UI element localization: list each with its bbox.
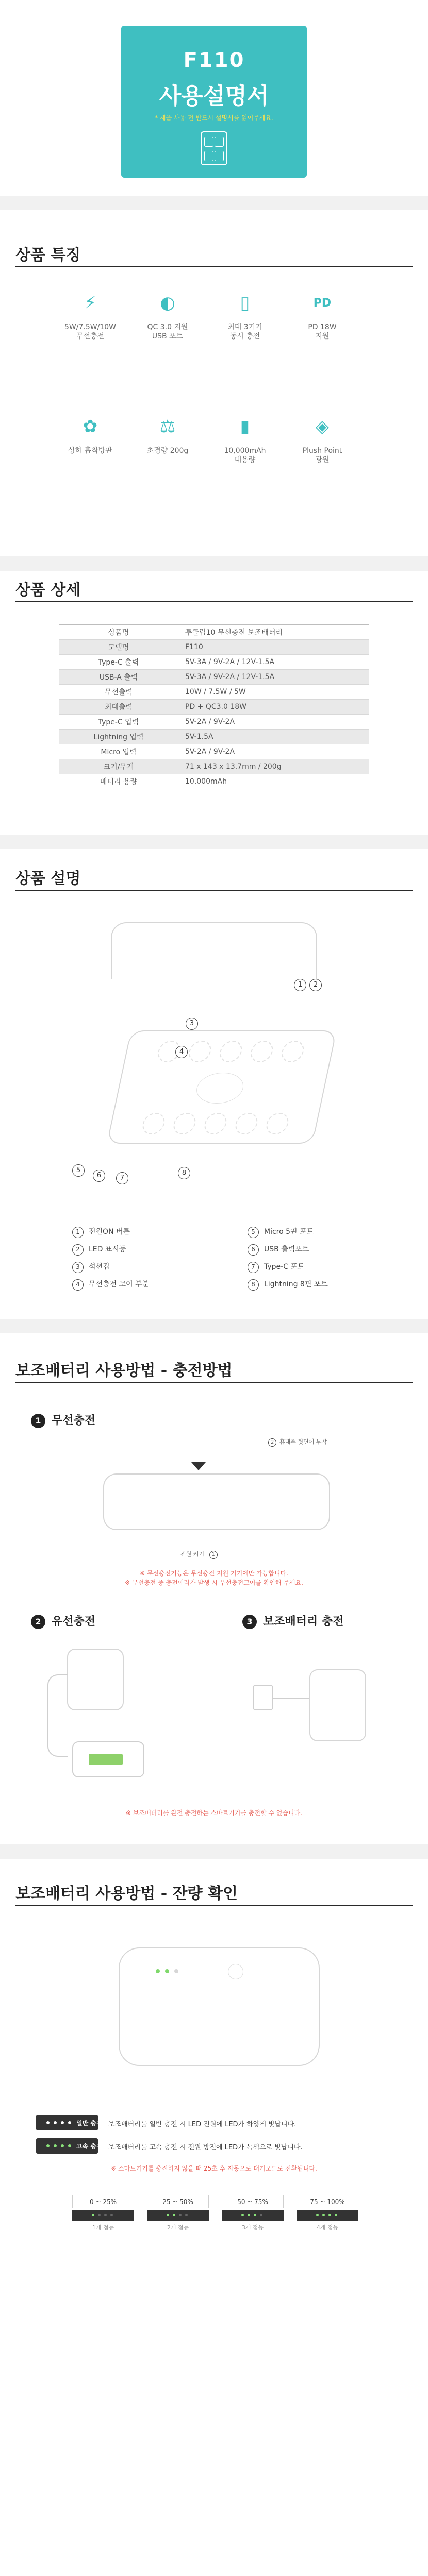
spec-row	[59, 685, 369, 700]
spec-row	[59, 730, 369, 744]
legend-text: Type-C 포트	[264, 1263, 305, 1271]
feature-label: 5W/7.5W/10W	[64, 323, 116, 331]
arrow-down-icon	[191, 1462, 206, 1470]
feature-sublabel: 지원	[315, 332, 330, 341]
light-icon: ◈	[315, 416, 330, 437]
led-dot	[241, 2214, 244, 2216]
product-title: 상품 설명	[15, 870, 81, 888]
spec-key: Lightning 입력	[59, 730, 178, 744]
spec-value: 5V-1.5A	[178, 730, 369, 744]
level-box	[222, 2195, 284, 2232]
callout-3: 3	[186, 1018, 198, 1030]
legend-item	[72, 1279, 149, 1291]
step2-phone	[72, 1741, 144, 1777]
section-divider	[0, 196, 428, 210]
legend-item	[248, 1261, 304, 1273]
legend-number: 2	[72, 1244, 84, 1256]
spec-key: 모델명	[59, 640, 178, 655]
pd-18w-icon: PD	[313, 296, 332, 310]
feature-item	[137, 289, 199, 341]
legend-text: 무선충전 코어 부분	[89, 1280, 150, 1289]
hero-section	[0, 0, 428, 196]
level-title: 보조배터리 사용방법 - 잔량 확인	[15, 1885, 238, 1903]
normal-label: 일반 충전 시	[76, 2120, 111, 2127]
battery-icon: ▮	[240, 416, 250, 437]
step3-powerbank	[309, 1669, 366, 1741]
feature-label: 초경량 200g	[146, 447, 189, 455]
step1-note-2: ※ 무선충전 중 충전에러가 발생 시 무선충전코어를 확인해 주세요.	[125, 1579, 303, 1586]
feature-sublabel: USB 포트	[152, 332, 184, 341]
spec-value: F110	[178, 640, 369, 655]
section-divider	[0, 1319, 428, 1333]
spec-key: 배터리 용량	[59, 774, 178, 789]
spec-value: 71 x 143 x 13.7mm / 200g	[178, 759, 369, 774]
feature-label: 상하 흡착방판	[68, 447, 112, 455]
legend-text: Micro 5핀 포트	[264, 1228, 314, 1236]
legend-number: 1	[72, 1227, 84, 1238]
spec-row	[59, 655, 369, 670]
step1-label: 무선충전	[52, 1414, 96, 1427]
step3-number: 3	[242, 1615, 257, 1629]
fast-label: 고속 충전 시	[76, 2143, 111, 2150]
legend-text: LED 표시등	[89, 1245, 126, 1253]
suction-icon: ✿	[83, 416, 98, 437]
callout-7: 7	[116, 1172, 128, 1184]
spec-key: Type-C 입력	[59, 715, 178, 730]
feature-label: Plush Point	[302, 447, 342, 455]
feature-sublabel: 대용량	[234, 456, 256, 464]
spec-key: 무선출력	[59, 685, 178, 700]
legend-item	[248, 1244, 309, 1256]
features-rule	[15, 266, 413, 267]
multi-device-icon: ▯	[240, 293, 250, 313]
usage-title: 보조배터리 사용방법 - 충전방법	[15, 1362, 233, 1380]
spec-value: 10,000mAh	[178, 774, 369, 789]
fast-text: 보조배터리를 고속 충전 시 전원 방전에 LED가 녹색으로 빛납니다.	[108, 2144, 303, 2151]
level-led-bar	[222, 2210, 284, 2221]
spec-key: 상품명	[59, 625, 178, 640]
step1-note-1: ※ 무선충전기능은 무선충전 지원 기기에만 가능합니다.	[140, 1570, 288, 1577]
spec-key: 최대출력	[59, 700, 178, 715]
led-dot	[322, 2214, 325, 2216]
led-dot	[173, 2214, 175, 2216]
normal-charge-row	[36, 2115, 392, 2130]
led-dot	[248, 2214, 250, 2216]
legend-item	[248, 1226, 314, 1238]
section-divider	[0, 835, 428, 849]
step1-powerbank	[103, 1473, 330, 1530]
step1-power-label: 전원 켜기 1	[180, 1550, 218, 1559]
callout-1: 1	[294, 979, 306, 991]
led-dot	[254, 2214, 256, 2216]
spec-key: Type-C 출력	[59, 655, 178, 670]
callout-6: 6	[93, 1170, 105, 1182]
feature-item	[59, 412, 121, 455]
spec-table	[59, 624, 369, 789]
led-dot	[260, 2214, 262, 2216]
legend-item	[248, 1279, 328, 1291]
spec-row	[59, 715, 369, 730]
legend-item	[72, 1226, 130, 1238]
usage-bottom-note: ※ 보조배터리를 완전 충전하는 스마트기기를 충전할 수 없습니다.	[126, 1809, 302, 1817]
feature-sublabel: 동시 충전	[229, 332, 260, 341]
spec-value: 10W / 7.5W / 5W	[178, 685, 369, 700]
legend-number: 4	[72, 1279, 84, 1291]
legend-item	[72, 1244, 126, 1256]
spec-value: 5V-3A / 9V-2A / 12V-1.5A	[178, 670, 369, 685]
feature-label: PD 18W	[308, 323, 337, 331]
feature-label: QC 3.0 지원	[147, 323, 188, 331]
legend-item	[72, 1261, 110, 1273]
step3-heading	[242, 1613, 343, 1629]
led-dot	[104, 2214, 107, 2216]
level-box	[72, 2195, 134, 2232]
level-caption: 4개 점등	[316, 2224, 339, 2231]
spec-value: 투클립10 무선충전 보조배터리	[178, 625, 369, 640]
level-led-bar	[147, 2210, 209, 2221]
feature-sublabel: 광원	[315, 456, 330, 464]
led-dot	[179, 2214, 182, 2216]
legend-text: 석션컵	[89, 1263, 110, 1271]
spec-value: 5V-2A / 9V-2A	[178, 715, 369, 730]
legend-text: USB 출력포트	[264, 1245, 309, 1253]
led-dot	[92, 2214, 94, 2216]
step2-powerbank	[67, 1649, 124, 1710]
level-note: ※ 스마트기기를 충전하지 않을 때 25초 후 자동으로 대기모드로 전환됩니다.	[111, 2165, 317, 2172]
level-caption: 2개 점등	[167, 2224, 189, 2231]
level-rule	[15, 1905, 413, 1906]
spec-key: USB-A 출력	[59, 670, 178, 685]
legend-text: 전원ON 버튼	[89, 1228, 130, 1236]
level-led-bar	[297, 2210, 358, 2221]
product-rule	[15, 890, 413, 891]
hero-card	[121, 26, 307, 178]
step2-label: 유선충전	[52, 1615, 96, 1628]
weight-icon: ⚖	[159, 416, 176, 437]
specs-title: 상품 상세	[15, 581, 81, 599]
manual-title: 사용설명서	[159, 83, 269, 109]
powerbank-top-view	[111, 922, 317, 979]
legend-number: 7	[248, 1262, 259, 1273]
feature-item	[137, 412, 199, 455]
level-box	[147, 2195, 209, 2232]
model-name: F110	[183, 48, 245, 72]
feature-item	[214, 289, 276, 341]
step3-adapter	[253, 1685, 273, 1710]
level-range: 50 ~ 75%	[222, 2195, 284, 2208]
spec-row	[59, 700, 369, 715]
legend-text: Lightning 8핀 포트	[264, 1280, 328, 1289]
normal-text: 보조배터리를 일반 충전 시 LED 전원에 LED가 하얗게 빛납니다.	[108, 2121, 297, 2128]
features-title: 상품 특징	[15, 246, 81, 264]
level-range: 0 ~ 25%	[72, 2195, 134, 2208]
callout-2: 2	[309, 979, 322, 991]
powerbank-icon	[201, 131, 227, 165]
level-led-bar	[72, 2210, 134, 2221]
spec-key: 크기/무게	[59, 759, 178, 774]
feature-sublabel: 무선충전	[76, 332, 105, 341]
callout-8: 8	[178, 1167, 190, 1179]
specs-rule	[15, 601, 413, 602]
callout-5: 5	[72, 1164, 85, 1177]
level-box	[297, 2195, 358, 2232]
led-dot	[185, 2214, 188, 2216]
feature-label: 최대 3기기	[227, 323, 262, 331]
spec-row	[59, 759, 369, 774]
level-range: 25 ~ 50%	[147, 2195, 209, 2208]
callout-4: 4	[175, 1046, 188, 1058]
level-caption: 1개 점등	[92, 2224, 114, 2231]
wireless-charge-icon: ⚡	[84, 293, 96, 313]
led-dot	[167, 2214, 169, 2216]
section-divider	[0, 1844, 428, 1859]
level-range: 75 ~ 100%	[297, 2195, 358, 2208]
spec-row	[59, 774, 369, 789]
spec-key: Micro 입력	[59, 744, 178, 759]
feature-item	[291, 412, 353, 465]
fast-charge-row	[36, 2138, 392, 2154]
step1-callout: 2 휴대폰 뒷면에 부착	[268, 1437, 327, 1447]
spec-row	[59, 670, 369, 685]
legend-number: 8	[248, 1279, 259, 1291]
led-dot	[335, 2214, 337, 2216]
feature-item	[291, 289, 353, 341]
led-dot	[98, 2214, 101, 2216]
hero-subtitle: * 제품 사용 전 반드시 설명서를 읽어주세요.	[155, 114, 273, 122]
step3-label: 보조배터리 충전	[263, 1615, 344, 1628]
spec-row	[59, 640, 369, 655]
level-caption: 3개 점등	[241, 2224, 264, 2231]
feature-label: 10,000mAh	[224, 447, 266, 455]
usage-rule	[15, 1382, 413, 1383]
led-dot	[316, 2214, 319, 2216]
feature-item	[214, 412, 276, 465]
step2-cable	[47, 1674, 68, 1757]
section-divider	[0, 556, 428, 571]
spec-value: 5V-2A / 9V-2A	[178, 744, 369, 759]
legend-number: 3	[72, 1262, 84, 1273]
level-powerbank	[119, 1947, 320, 2066]
step1-number: 1	[31, 1414, 45, 1428]
feature-item	[59, 289, 121, 341]
led-dot	[328, 2214, 331, 2216]
spec-value: 5V-3A / 9V-2A / 12V-1.5A	[178, 655, 369, 670]
powerbank-perspective	[107, 1030, 337, 1144]
step1-heading	[31, 1412, 95, 1428]
spec-row	[59, 744, 369, 759]
step2-heading	[31, 1613, 95, 1629]
led-dot	[110, 2214, 113, 2216]
legend-number: 5	[248, 1227, 259, 1238]
spec-row	[59, 625, 369, 640]
step2-number: 2	[31, 1615, 45, 1629]
qc-usb-icon: ◐	[160, 293, 175, 313]
legend-number: 6	[248, 1244, 259, 1256]
spec-value: PD + QC3.0 18W	[178, 700, 369, 715]
